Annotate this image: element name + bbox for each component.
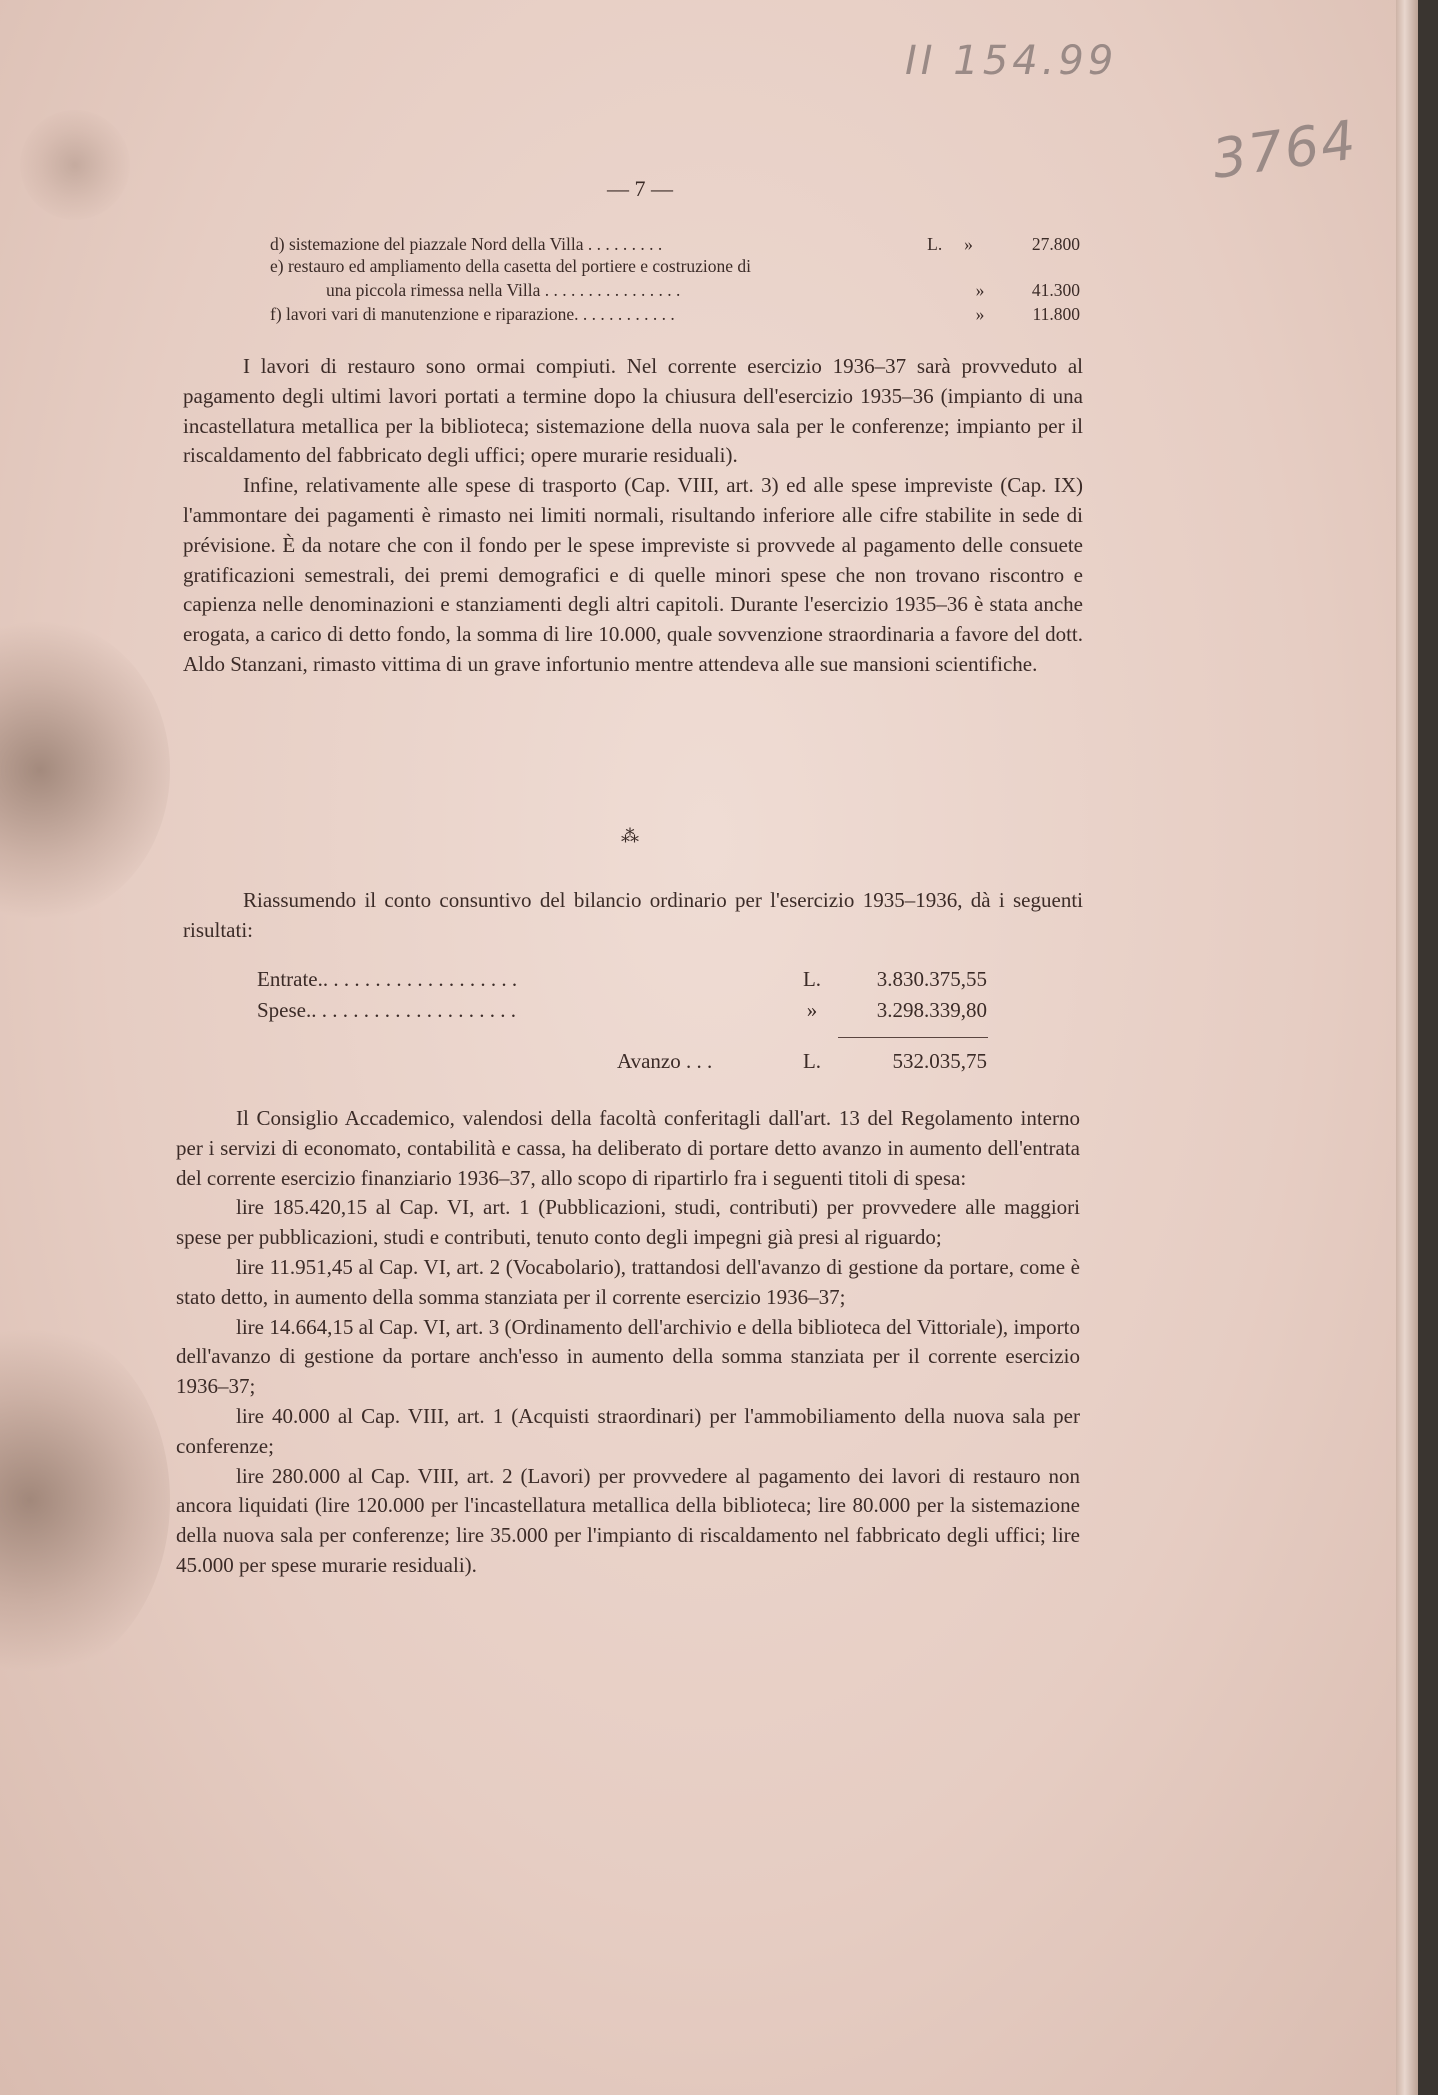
item-label: f) lavori vari di manutenzione e riparazione. . . . . . . . . . . . (270, 304, 675, 324)
paragraph: Riassumendo il conto consuntivo del bilancio ordinario per l'esercizio 1935–1936, dà i seguenti risultati: (183, 888, 1083, 942)
item-label: d) sistemazione del piazzale Nord della Villa . . . . . . . . . (270, 234, 663, 254)
sum-divider (838, 1037, 988, 1038)
paragraph: lire 14.664,15 al Cap. VI, art. 3 (Ordinamento dell'archivio e della biblioteca del Vittoriale), importo dell'avanzo di gestione da portare anch'esso in aumento della somma stanziata per il corrente esercizio 1936–37; (176, 1314, 1080, 1399)
paragraph: lire 280.000 al Cap. VIII, art. 2 (Lavori) per provvedere al pagamento dei lavori di restauro non ancora liquidati (lire 120.000 per l'incastellatura metallica della biblioteca; lire 80.000 per la sistemazione della nuova sala per conferenze; lire 35.000 per l'impianto di riscaldamento nel fabbricato degli uffici; lire 45.000 per spese murarie residuali). (176, 1463, 1080, 1577)
archive-mark: II 154.99 (905, 38, 1118, 84)
paragraph: I lavori di restauro sono ormai compiuti. Nel corrente esercizio 1936–37 sarà provveduto al pagamento degli ultimi lavori portati a termine dopo la chiusura dell'esercizio 1935–36 (impianto di una incastellatura metallica per la biblioteca; sistemazione della nuova sala per le conferenze; impianto per il riscaldamento del fabbricato degli uffici; opere murarie residuali). (183, 354, 1083, 468)
row-amount: 3.830.375,55 (876, 967, 987, 991)
paragraph: Infine, relativamente alle spese di trasporto (Cap. VIII, art. 3) ed alle spese impreviste (Cap. IX) l'ammontare dei pagamenti è rimasto nei limiti normali, risultando inferiore alle cifre stabilite in sede di prévisione. È da notare che con il fondo per le spese impreviste si provvede al pagamento delle consuete gratificazioni semestrali, dei premi demografici e di quelle minori spese che non trovano riscontro e capienza nelle denominazioni e stanziamenti degli altri capitoli. Durante l'esercizio 1935–36 è stata anche erogata, a carico di detto fondo, la somma di lire 10.000, quale sovvenzione straordinaria a favore del dott. Aldo Stanzani, rimasto vittima di un grave infortunio mentre attendeva alle sue mansioni scientifiche. (183, 473, 1083, 676)
paragraph: lire 11.951,45 al Cap. VI, art. 2 (Vocabolario), trattandosi dell'avanzo di gestione da portare, come è stato detto, in aumento della somma stanziata per il corrente esercizio 1936–37; (176, 1254, 1080, 1309)
total-row (257, 1046, 987, 1077)
item-currency: L. » (927, 234, 973, 254)
item-amount: 11.800 (1032, 304, 1080, 324)
summary-intro (183, 886, 1083, 946)
table-row (257, 964, 987, 995)
row-currency: L. (802, 967, 822, 991)
body-section-2 (176, 1104, 1080, 1581)
item-amount: 27.800 (1031, 234, 1080, 254)
catalog-number: 3764 (1208, 108, 1362, 191)
row-label: Spese.. . . . . . . . . . . . . . . . . . . . (257, 998, 516, 1022)
water-stain (0, 1320, 170, 1680)
water-stain (0, 620, 170, 920)
summary-table (257, 964, 987, 1026)
paragraph: Il Consiglio Accademico, valendosi della facoltà conferitagli dall'art. 13 del Regolamento interno per i servizi di economato, contabilità e cassa, ha deliberato di portare detto avanzo in aumento dell'entrata del corrente esercizio finanziario 1936–37, allo scopo di ripartirlo fra i seguenti titoli di spesa: (176, 1106, 1080, 1190)
total-label: Avanzo . . . (617, 1049, 713, 1073)
paragraph: lire 185.420,15 al Cap. VI, art. 1 (Pubblicazioni, studi, contributi) per provvedere alle maggiori spese per pubblicazioni, studi e contributi, tenuto conto degli impegni già presi al riguardo; (176, 1195, 1080, 1250)
table-row (257, 995, 987, 1026)
total-amount: 532.035,75 (892, 1049, 987, 1073)
water-stain (20, 110, 130, 220)
paragraph: lire 40.000 al Cap. VIII, art. 1 (Acquisti straordinari) per l'ammobiliamento della nuova sala per conferenze; (176, 1403, 1080, 1458)
item-label: e) restauro ed ampliamento della casetta del portiere e costruzione di (270, 256, 752, 276)
item-currency: » (975, 280, 985, 300)
asterism: ⁂ (621, 826, 639, 846)
row-amount: 3.298.339,80 (876, 998, 987, 1022)
item-currency: » (975, 304, 985, 324)
list-item (270, 302, 1080, 326)
item-label: una piccola rimessa nella Villa . . . . . . . . . . . . . . . . (326, 280, 681, 300)
expense-item-list (270, 232, 1080, 326)
body-section-1 (183, 352, 1083, 680)
list-item (270, 278, 1080, 302)
list-item (270, 232, 1080, 256)
page-edge (1396, 0, 1418, 2095)
row-currency: » (806, 998, 818, 1022)
item-amount: 41.300 (1031, 280, 1080, 300)
total-currency: L. (802, 1049, 822, 1073)
list-item (270, 256, 1080, 278)
page-number: — 7 — (607, 176, 673, 201)
row-label: Entrate.. . . . . . . . . . . . . . . . . . . (257, 967, 518, 991)
